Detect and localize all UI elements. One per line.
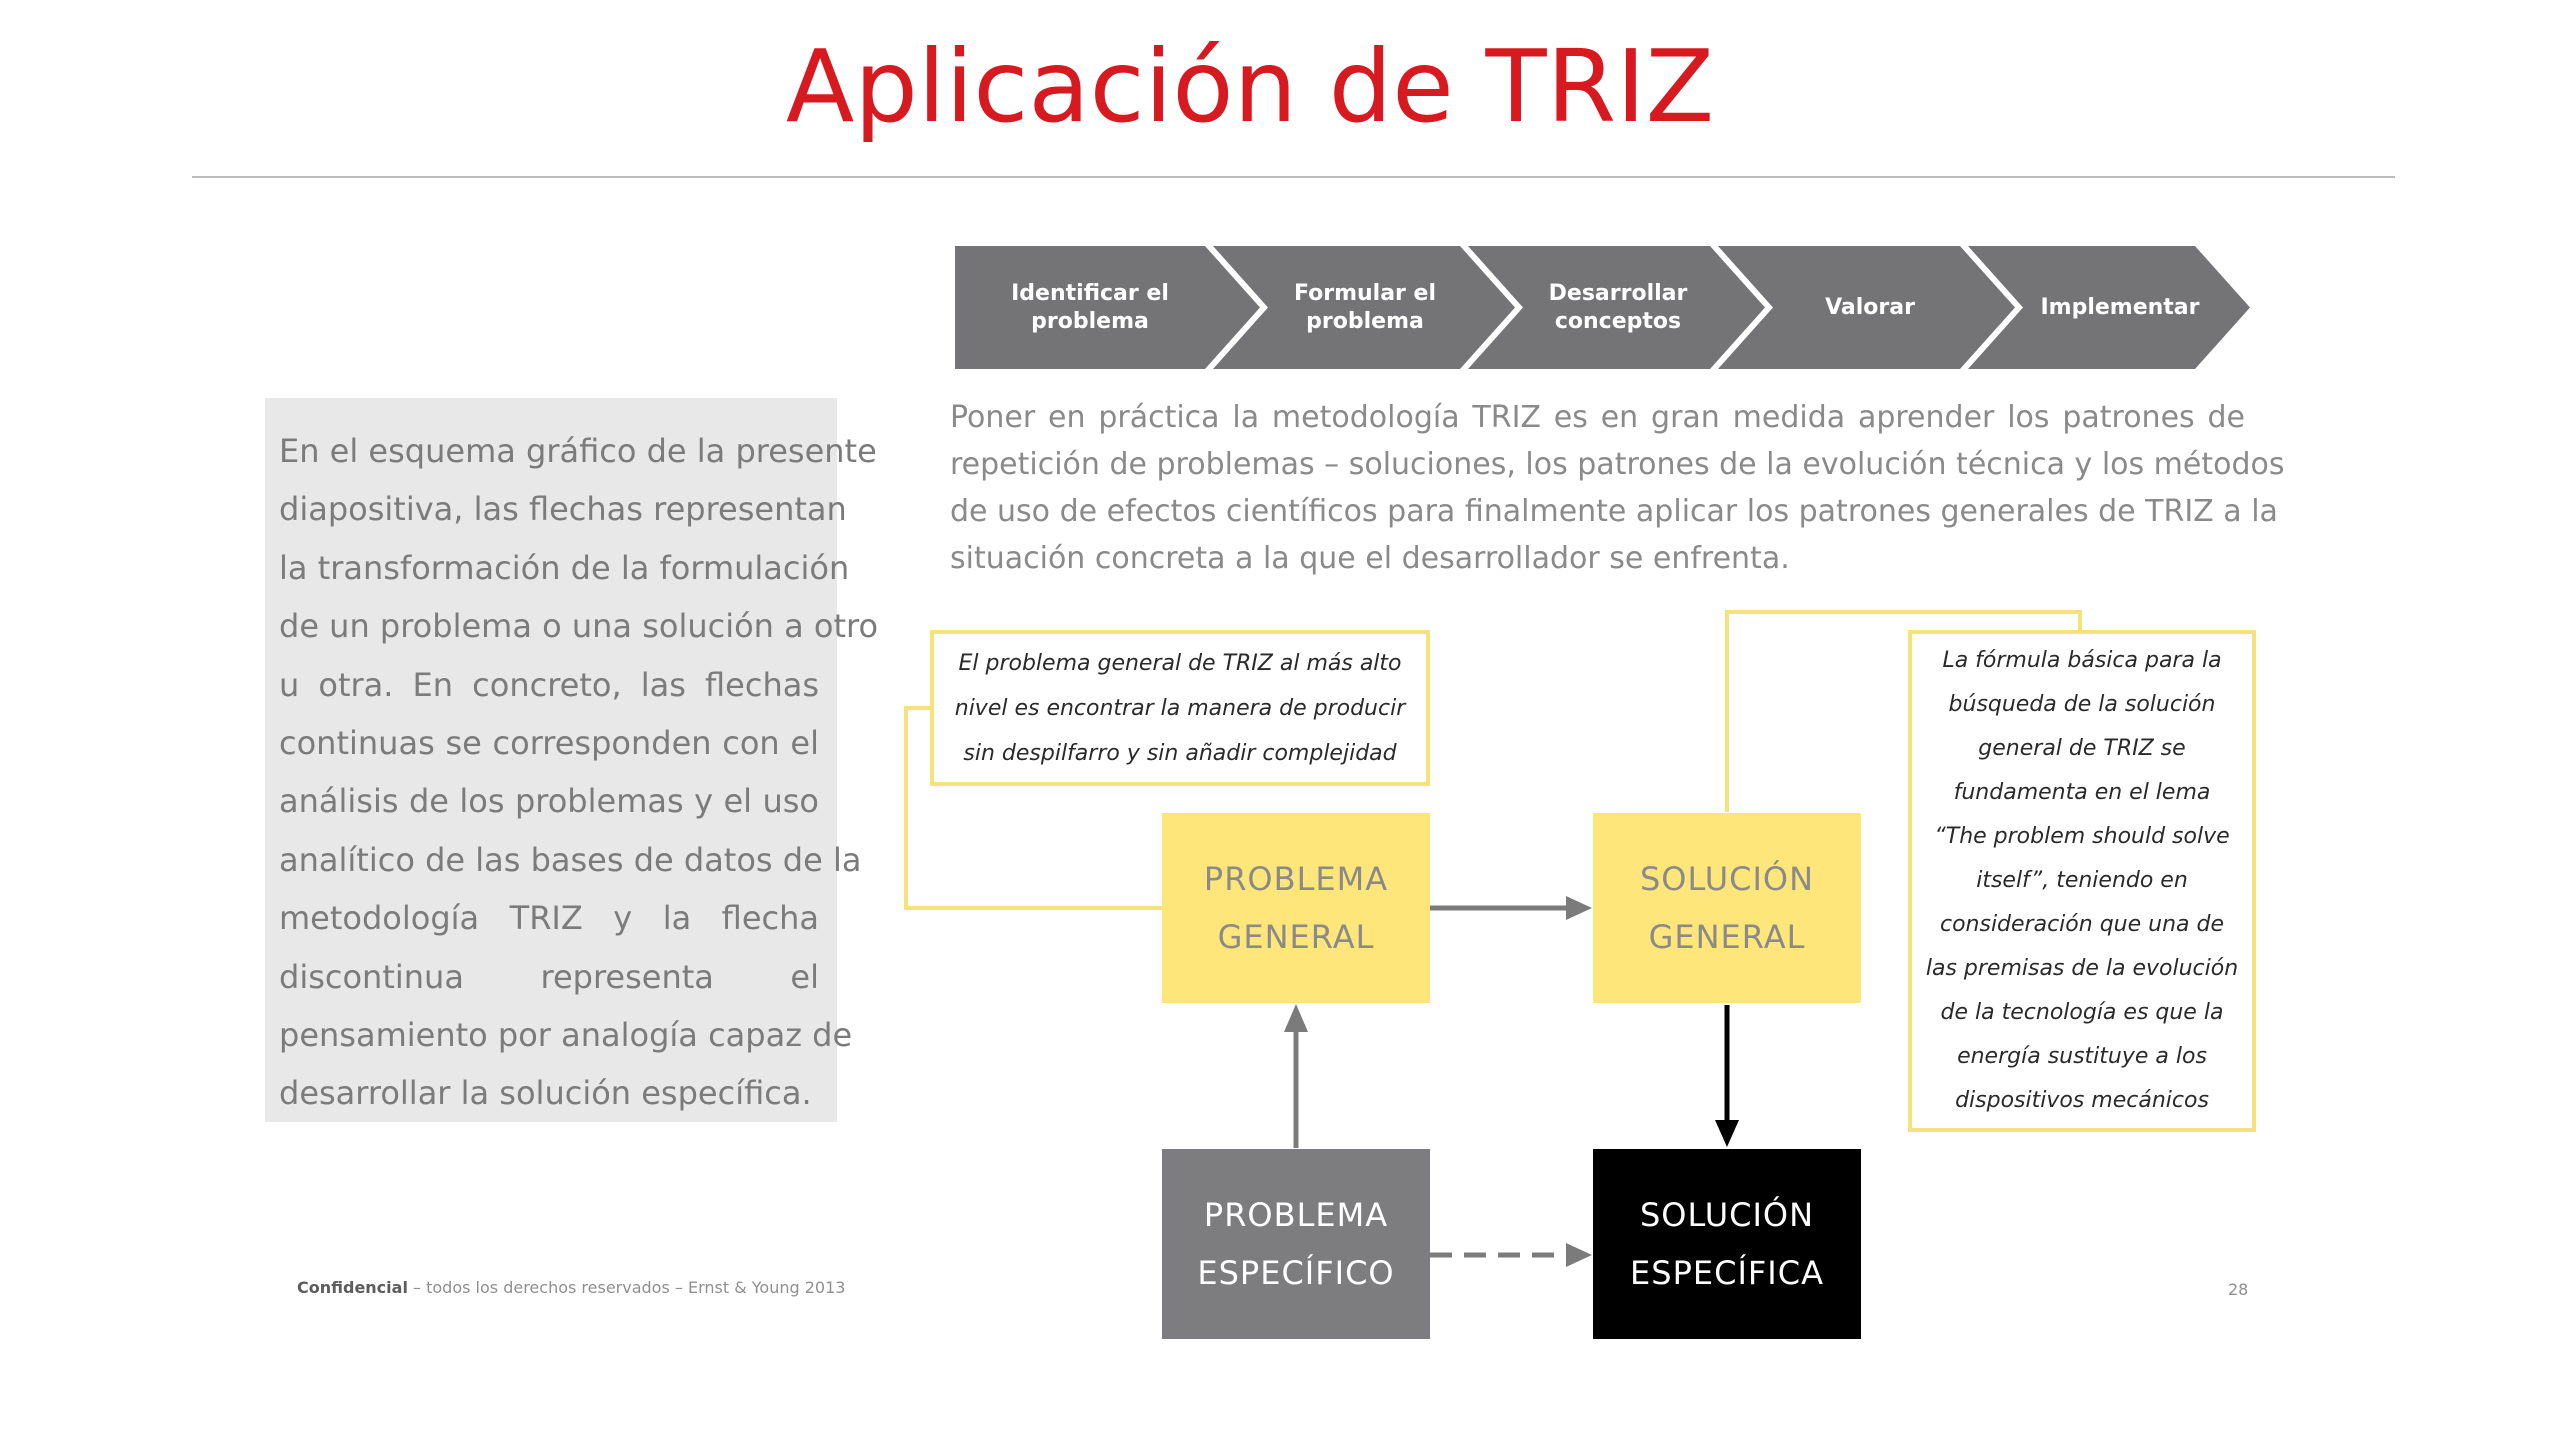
box-problema-general-line2: GENERAL [1217, 918, 1375, 956]
callout-right-line: general de TRIZ se [1978, 736, 2186, 761]
box-problema-especifico [1162, 1149, 1430, 1339]
callout-right-line: consideración que una de [1939, 912, 2224, 937]
box-solucion-especifica [1593, 1149, 1861, 1339]
step-label-desarrollar: Desarrollar conceptos [1548, 280, 1688, 334]
side-text-line: análisis de los problemas y el uso [279, 782, 819, 821]
arrowhead-analogy [1566, 1243, 1592, 1267]
side-text-line: u otra. En concreto, las flechas [279, 665, 819, 704]
callout-right-line: las premisas de la evolución [1925, 956, 2239, 981]
intro-line: repetición de problemas – soluciones, los patrones de la evolución técnica y los métodos [950, 447, 2285, 482]
step-label-valorar: Valorar [1825, 294, 1915, 320]
box-solucion-especifica-line1: SOLUCIÓN [1639, 1196, 1815, 1234]
footer-rest: – todos los derechos reservados – Ernst & Young 2013 [407, 1278, 846, 1297]
step-label-formular: Formular el problema [1293, 280, 1437, 334]
side-text-line: pensamiento por analogía capaz de [279, 1016, 853, 1055]
intro-line: de uso de efectos científicos para finalmente aplicar los patrones generales de TRIZ a la [950, 494, 2278, 529]
box-solucion-general-line1: SOLUCIÓN [1639, 860, 1815, 898]
intro-line: Poner en práctica la metodología TRIZ es en gran medida aprender los patrones de [950, 400, 2245, 435]
side-text-line: continuas se corresponden con el [279, 724, 819, 763]
box-problema-especifico-line2: ESPECÍFICO [1197, 1254, 1395, 1292]
arrowhead-especifico-to-general [1284, 1004, 1308, 1032]
footer-confidential [297, 1278, 845, 1297]
side-text-line: diapositiva, las flechas representan [279, 490, 847, 529]
page-number: 28 [2228, 1280, 2249, 1299]
callout-right-line: “The problem should solve [1934, 824, 2230, 849]
callout-right-line: La fórmula básica para la [1942, 648, 2222, 673]
box-problema-especifico-line1: PROBLEMA [1203, 1196, 1389, 1234]
side-text-line: de un problema o una solución a otro [279, 607, 879, 646]
callout-right-line: itself”, teniendo en [1976, 868, 2188, 893]
arrowhead-general-to-general [1566, 896, 1592, 920]
callout-problema-general [930, 630, 1430, 786]
arrowhead-general-to-especifica [1715, 1120, 1739, 1147]
side-text-line: la transformación de la formulación [279, 548, 850, 587]
box-problema-general-line1: PROBLEMA [1203, 860, 1389, 898]
callout-right-line: fundamenta en el lema [1953, 780, 2211, 805]
step-label-identificar: Identificar el problema [1011, 280, 1169, 334]
box-solucion-especifica-line2: ESPECÍFICA [1630, 1254, 1824, 1292]
side-text-line: discontinua representa el [279, 957, 819, 996]
callout-left-line: El problema general de TRIZ al más alto [958, 650, 1402, 676]
callout-right-line: dispositivos mecánicos [1955, 1088, 2209, 1113]
callout-right-line: de la tecnología es que la [1940, 1000, 2224, 1025]
callout-solucion-general [1908, 630, 2256, 1132]
callout-right-line: búsqueda de la solución [1948, 692, 2216, 717]
side-text-line: desarrollar la solución específica. [279, 1074, 812, 1113]
box-problema-general [1162, 813, 1430, 1003]
side-text-line: En el esquema gráfico de la presente [279, 432, 877, 470]
side-text-line: metodología TRIZ y la flecha [279, 899, 819, 938]
callout-left-line: nivel es encontrar la manera de producir [954, 695, 1406, 721]
intro-line: situación concreta a la que el desarrollador se enfrenta. [950, 541, 1790, 576]
footer-bold-label: Confidencial [297, 1278, 408, 1297]
side-text-line: analítico de las bases de datos de la [279, 840, 862, 879]
callout-right-line: energía sustituye a los [1957, 1044, 2207, 1069]
box-solucion-general [1593, 813, 1861, 1003]
callout-left-line: sin despilfarro y sin añadir complejidad [963, 740, 1397, 766]
step-label-implementar: Implementar [2040, 294, 2200, 320]
slide-title: Aplicación de TRIZ [785, 28, 1715, 145]
box-solucion-general-line2: GENERAL [1648, 918, 1806, 956]
